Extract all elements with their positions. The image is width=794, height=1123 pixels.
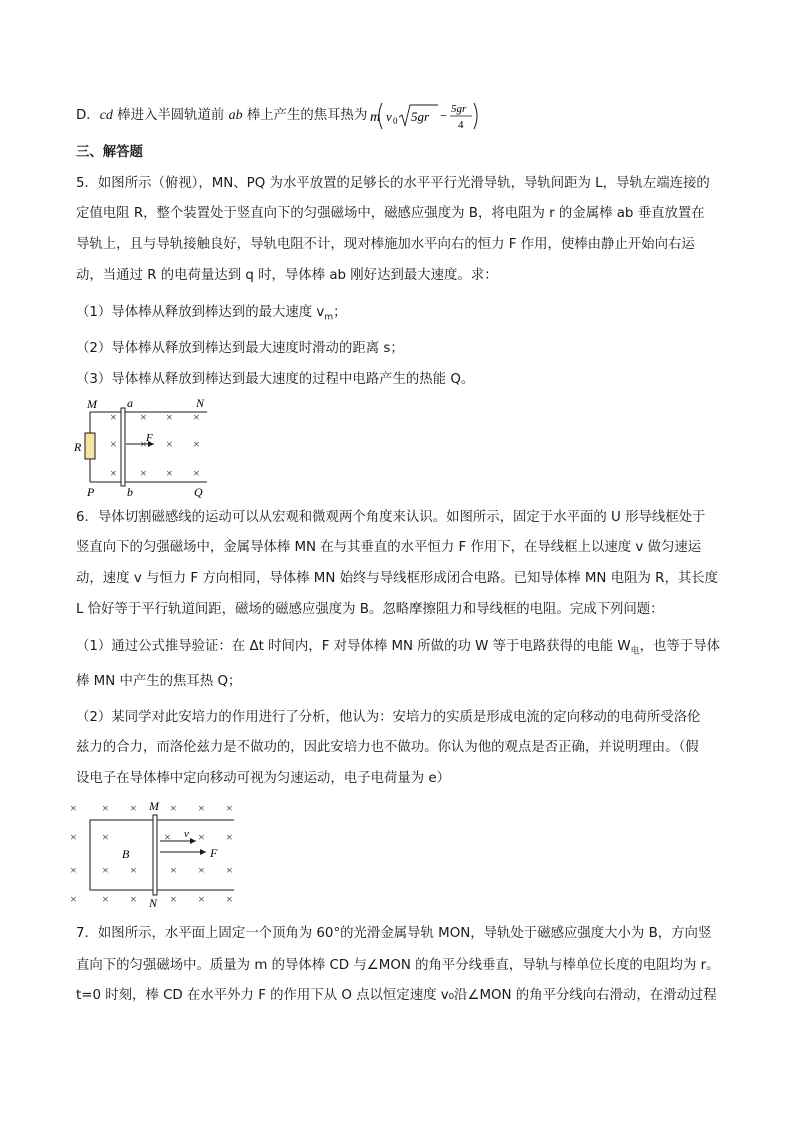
svg-text:×: ×	[102, 801, 109, 815]
label-n: N	[196, 396, 205, 410]
q5-line-4: 动，当通过 R 的电荷量达到 q 时，导体棒 ab 刚好达到最大速度。求：	[76, 268, 498, 283]
svg-text:×: ×	[170, 892, 177, 906]
option-d-text2: 棒上产生的焦耳热为	[242, 108, 368, 123]
svg-text:×: ×	[70, 863, 77, 877]
label-n: N	[149, 896, 158, 910]
label-v: v	[184, 828, 189, 840]
cross: ×	[166, 410, 173, 424]
svg-text:×: ×	[170, 863, 177, 877]
label-b: B	[122, 847, 130, 861]
svg-text:×: ×	[226, 892, 233, 906]
cross: ×	[166, 466, 173, 480]
q6-line-2: 竖直向下的匀强磁场中，金属导体棒 MN 在与其垂直的水平恒力 F 作用下，在导线框上以速度 v 做匀速运	[76, 540, 702, 555]
q6-sub2-line-3: 设电子在导体棒中定向移动可视为匀速运动，电子电荷量为 e）	[76, 771, 451, 786]
q6-sub1-a: （1）通过公式推导验证：在 Δt 时间内，F 对导体棒 MN 所做的功 W 等于电路获得的电能 $W_电$，也等于导体	[76, 639, 720, 657]
formula-numerator: 5gr	[451, 103, 467, 115]
label-f: F	[146, 432, 153, 444]
q6-sub1-b: 棒 MN 中产生的焦耳热 Q；	[76, 674, 242, 689]
svg-text:×: ×	[170, 801, 177, 815]
cross: ×	[110, 466, 117, 480]
svg-text:×: ×	[226, 801, 233, 815]
svg-text:×: ×	[198, 892, 205, 906]
q5-line-3: 导轨上，且与导轨接触良好，导轨电阻不计，现对棒施加水平向右的恒力 F 作用，使棒由静止开始向右运	[76, 237, 695, 252]
svg-text:×: ×	[70, 801, 77, 815]
arrow-head-icon	[190, 838, 196, 844]
cross: ×	[140, 437, 147, 451]
label-f: F	[210, 846, 218, 860]
joule-heat-formula	[368, 95, 483, 137]
svg-text:×: ×	[102, 863, 109, 877]
q5-line-1: 5．如图所示（俯视），MN、PQ 为水平放置的足够长的水平平行光滑导轨，导轨间距为 L，导轨左端连接的	[76, 176, 710, 191]
formula-m: m	[370, 110, 381, 125]
q5-sub1: （1）导体棒从释放到棒达到的最大速度 $v_m$；	[76, 305, 347, 323]
option-d-label: D．	[76, 108, 100, 123]
q5-line-2: 定值电阻 R，整个装置处于竖直向下的匀强磁场中，磁感应强度为 B，将电阻为 r 的金属棒 ab 垂直放置在	[76, 206, 705, 221]
formula-denominator: 4	[458, 119, 464, 131]
label-m: M	[149, 799, 159, 813]
svg-text:×: ×	[70, 892, 77, 906]
cross: ×	[140, 410, 147, 424]
label-a: a	[127, 396, 133, 410]
q6-line-3: 动，速度 v 与恒力 F 方向相同，导体棒 MN 始终与导线框形成闭合电路。已知导体棒 MN 电阻为 R，其长度	[76, 571, 719, 586]
formula-root: 5gr	[411, 109, 430, 124]
q5-sub3: （3）导体棒从释放到棒达到最大速度的过程中电路产生的热能 Q。	[76, 372, 475, 387]
formula-v-subscript: 0	[393, 116, 398, 126]
formula-minus: −	[440, 108, 448, 123]
option-d	[76, 106, 367, 126]
cross: ×	[166, 437, 173, 451]
var-cd: cd	[99, 108, 113, 123]
q7-line-2: 直向下的匀强磁场中。质量为 m 的导体棒 CD 与∠MON 的角平分线垂直，导轨与棒单位长度的电阻均为 r。	[76, 958, 720, 973]
q5-sub2: （2）导体棒从释放到棒达到最大速度时滑动的距离 s；	[76, 341, 404, 356]
option-d-text1: 棒进入半圆轨道前	[112, 108, 229, 123]
label-b: b	[127, 485, 133, 499]
svg-text:×: ×	[164, 830, 171, 844]
cross: ×	[193, 410, 200, 424]
section-title: 三、解答题	[76, 145, 143, 160]
cross: ×	[110, 437, 117, 451]
svg-text:×: ×	[130, 892, 137, 906]
label-p: P	[87, 485, 95, 499]
cross: ×	[110, 410, 117, 424]
label-r: R	[74, 440, 82, 454]
formula-v: v	[386, 109, 392, 124]
rod-mn	[153, 815, 157, 895]
q6-line-4: L 恰好等于平行轨道间距，磁场的磁感应强度为 B。忽略摩擦阻力和导线框的电阻。完成下列问题：	[76, 602, 664, 617]
svg-text:×: ×	[102, 892, 109, 906]
q6-line-1: 6．导体切割磁感线的运动可以从宏观和微观两个角度来认识。如图所示，固定于水平面的 U 形导线框处于	[76, 510, 706, 525]
var-ab: ab	[228, 108, 243, 123]
svg-text:×: ×	[226, 830, 233, 844]
right-paren	[474, 103, 477, 129]
cross: ×	[140, 466, 147, 480]
svg-text:×: ×	[198, 863, 205, 877]
svg-text:×: ×	[198, 801, 205, 815]
svg-text:×: ×	[70, 830, 77, 844]
svg-text:×: ×	[130, 801, 137, 815]
resistor-r	[85, 433, 95, 459]
arrow-head-icon	[200, 849, 206, 855]
label-q: Q	[194, 485, 203, 499]
q6-u-frame-figure	[66, 795, 246, 910]
q7-line-3: t=0 时刻，棒 CD 在水平外力 F 的作用下从 O 点以恒定速度 v₀沿∠MON 的角平分线向右滑动，在滑动过程	[76, 988, 717, 1003]
q6-sub2-line-1: （2）某同学对此安培力的作用进行了分析，他认为：安培力的实质是形成电流的定向移动的电荷所受洛伦	[76, 710, 701, 725]
cross: ×	[193, 437, 200, 451]
svg-text:×: ×	[198, 830, 205, 844]
svg-text:×: ×	[102, 830, 109, 844]
cross: ×	[193, 466, 200, 480]
label-m: M	[87, 397, 97, 411]
svg-text:×: ×	[130, 863, 137, 877]
q7-line-1: 7．如图所示，水平面上固定一个顶角为 60°的光滑金属导轨 MON，导轨处于磁感应强度大小为 B，方向竖	[76, 926, 712, 941]
q5-circuit-figure	[70, 395, 215, 500]
svg-text:×: ×	[226, 863, 233, 877]
q6-sub2-line-2: 兹力的合力，而洛伦兹力是不做功的，因此安培力也不做功。你认为他的观点是否正确，并说明理由。（假	[76, 740, 699, 755]
rod-ab	[121, 408, 125, 486]
left-paren	[379, 103, 382, 129]
